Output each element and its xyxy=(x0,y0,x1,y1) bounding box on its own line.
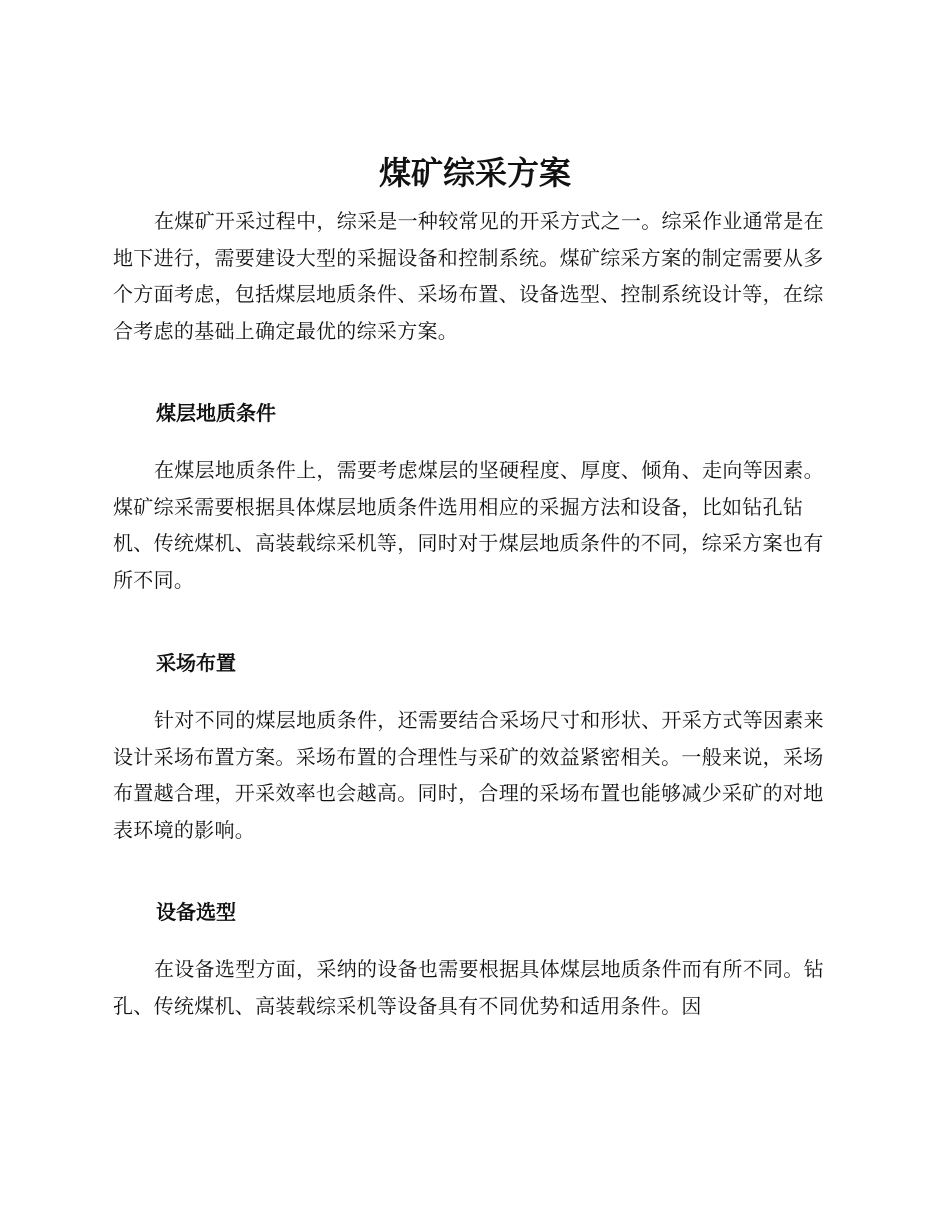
section-heading-equipment-selection: 设备选型 xyxy=(156,900,236,924)
section-paragraph-stope-layout: 针对不同的煤层地质条件，还需要结合采场尺寸和形状、开采方式等因素来设计采场布置方案。采场布置的合理性与采矿的效益紧密相关。一般来说，采场布置越合理，开采效率也会越高。同时，合理的采场布置也能够减少采矿的对地表环境的影响。 xyxy=(113,708,824,842)
document-title: 煤矿综采方案 xyxy=(378,154,571,192)
section-heading-stope-layout: 采场布置 xyxy=(156,651,236,675)
section-heading-coal-seam-geology: 煤层地质条件 xyxy=(156,401,276,425)
section-paragraph-equipment-selection: 在设备选型方面，采纳的设备也需要根据具体煤层地质条件而有所不同。钻孔、传统煤机、高装载综采机等设备具有不同优势和适用条件。因 xyxy=(113,957,824,1018)
section-paragraph-coal-seam-geology: 在煤层地质条件上，需要考虑煤层的坚硬程度、厚度、倾角、走向等因素。煤矿综采需要根据具体煤层地质条件选用相应的采掘方法和设备，比如钻孔钻机、传统煤机、高装载综采机等，同时对于煤层地质条件的不同，综采方案也有所不同。 xyxy=(113,458,824,592)
intro-paragraph: 在煤矿开采过程中，综采是一种较常见的开采方式之一。综采作业通常是在地下进行，需要建设大型的采掘设备和控制系统。煤矿综采方案的制定需要从多个方面考虑，包括煤层地质条件、采场布置、设备选型、控制系统设计等，在综合考虑的基础上确定最优的综采方案。 xyxy=(113,209,824,343)
